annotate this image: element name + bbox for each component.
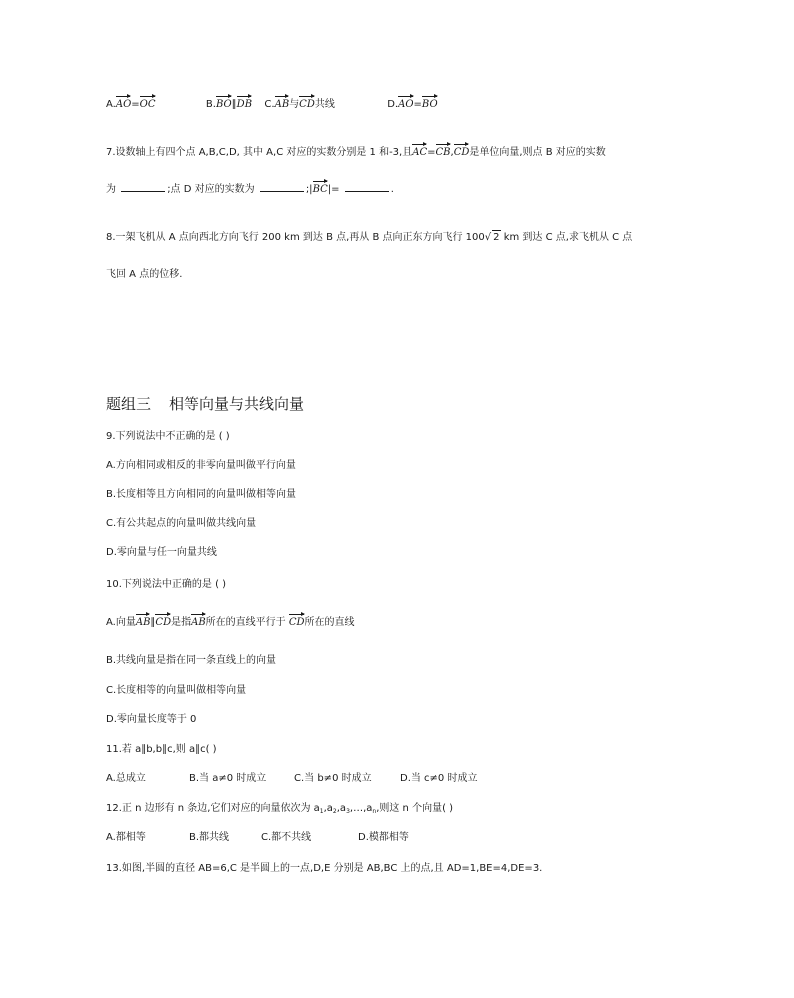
answer-blank-d[interactable]	[260, 181, 304, 192]
q7-line2: 为 ;点 D 对应的实数为 ;|BC|= .	[106, 181, 394, 197]
q11-options	[106, 772, 477, 786]
q11-option-c[interactable]: C.当 b≠0 时成立	[294, 773, 372, 784]
q12-option-c[interactable]: C.都不共线	[261, 832, 312, 843]
q10-option-a[interactable]: A.向量AB∥CD是指AB所在的直线平行于 CD所在的直线	[106, 614, 355, 630]
answer-blank-b[interactable]	[121, 181, 165, 192]
q8-line1: 8.一架飞机从 A 点向西北方向飞行 200 km 到达 B 点,再从 B 点向正东方向飞行 100√ 2 km 到达 C 点,求飞机从 C 点	[106, 232, 633, 243]
section-title: 相等向量与共线向量	[169, 395, 305, 413]
section-heading	[106, 393, 304, 414]
vector-cd: CD	[454, 144, 470, 160]
sqrt-symbol: √	[484, 232, 492, 243]
vector-cd: CD	[155, 614, 171, 630]
q9-stem: 9.下列说法中不正确的是 ( )	[106, 431, 230, 442]
q11-option-b[interactable]: B.当 a≠0 时成立	[189, 773, 267, 784]
q9-option-a[interactable]: A.方向相同或相反的非零向量叫做平行向量	[106, 460, 296, 471]
q6-option-c[interactable]: C.AB与CD共线	[264, 99, 338, 110]
vector-cd: CD	[299, 96, 315, 112]
vector-ab: AB	[275, 96, 290, 112]
q9-option-d[interactable]: D.零向量与任一向量共线	[106, 547, 217, 558]
vector-cb: CB	[436, 144, 451, 160]
q10-option-d[interactable]: D.零向量长度等于 0	[106, 714, 197, 725]
sqrt-radicand: 2	[493, 232, 500, 243]
q8-line2: 飞回 A 点的位移.	[106, 269, 183, 280]
q12-option-d[interactable]: D.模都相等	[358, 832, 409, 843]
vector-db: DB	[237, 96, 252, 112]
answer-blank-bc[interactable]	[345, 181, 389, 192]
q12-stem: 12.正 n 边形有 n 条边,它们对应的向量依次为 $a_1,a_2,a_3,\dots,a_n$,则这 n 个向量( )	[106, 803, 454, 815]
q9-option-b[interactable]: B.长度相等且方向相同的向量叫做相等向量	[106, 489, 297, 500]
q6-options	[106, 96, 438, 112]
q6-option-a[interactable]: A.AO=OC	[106, 99, 159, 110]
vector-bo: BO	[216, 96, 232, 112]
vector-ab: AB	[136, 614, 151, 630]
q10-option-b[interactable]: B.共线向量是指在同一条直线上的向量	[106, 655, 277, 666]
q12-options	[106, 831, 409, 845]
vector-bc: BC	[313, 181, 328, 197]
vector-ab: AB	[191, 614, 206, 630]
q11-option-a[interactable]: A.总成立	[106, 773, 146, 784]
section-label: 题组三	[106, 395, 152, 413]
vector-bo: BO	[422, 96, 438, 112]
q6-option-b[interactable]: B.BO∥DB	[206, 99, 255, 110]
vector-cd: CD	[289, 614, 305, 630]
q9-option-c[interactable]: C.有公共起点的向量叫做共线向量	[106, 518, 257, 529]
q6-option-d[interactable]: D.AO=BO	[387, 99, 437, 110]
vector-oc: OC	[140, 96, 156, 112]
q10-stem: 10.下列说法中正确的是 ( )	[106, 579, 227, 590]
q7-line1: 7.设数轴上有四个点 A,B,C,D, 其中 A,C 对应的实数分别是 1 和-3,且AC=CB,CD是单位向量,则点 B 对应的实数	[106, 144, 606, 160]
q11-stem: 11.若 a∥b,b∥c,则 a∥c( )	[106, 744, 217, 755]
vector-ao: AO	[398, 96, 413, 112]
q11-option-d[interactable]: D.当 c≠0 时成立	[400, 773, 478, 784]
q10-option-c[interactable]: C.长度相等的向量叫做相等向量	[106, 685, 247, 696]
q13-text: 13.如图,半圆的直径 AB=6,C 是半圆上的一点,D,E 分别是 AB,BC 上的点,且 AD=1,BE=4,DE=3.	[106, 863, 543, 874]
q12-option-b[interactable]: B.都共线	[189, 832, 230, 843]
vector-ac: AC	[412, 144, 427, 160]
q12-option-a[interactable]: A.都相等	[106, 832, 146, 843]
vector-ao: AO	[116, 96, 131, 112]
